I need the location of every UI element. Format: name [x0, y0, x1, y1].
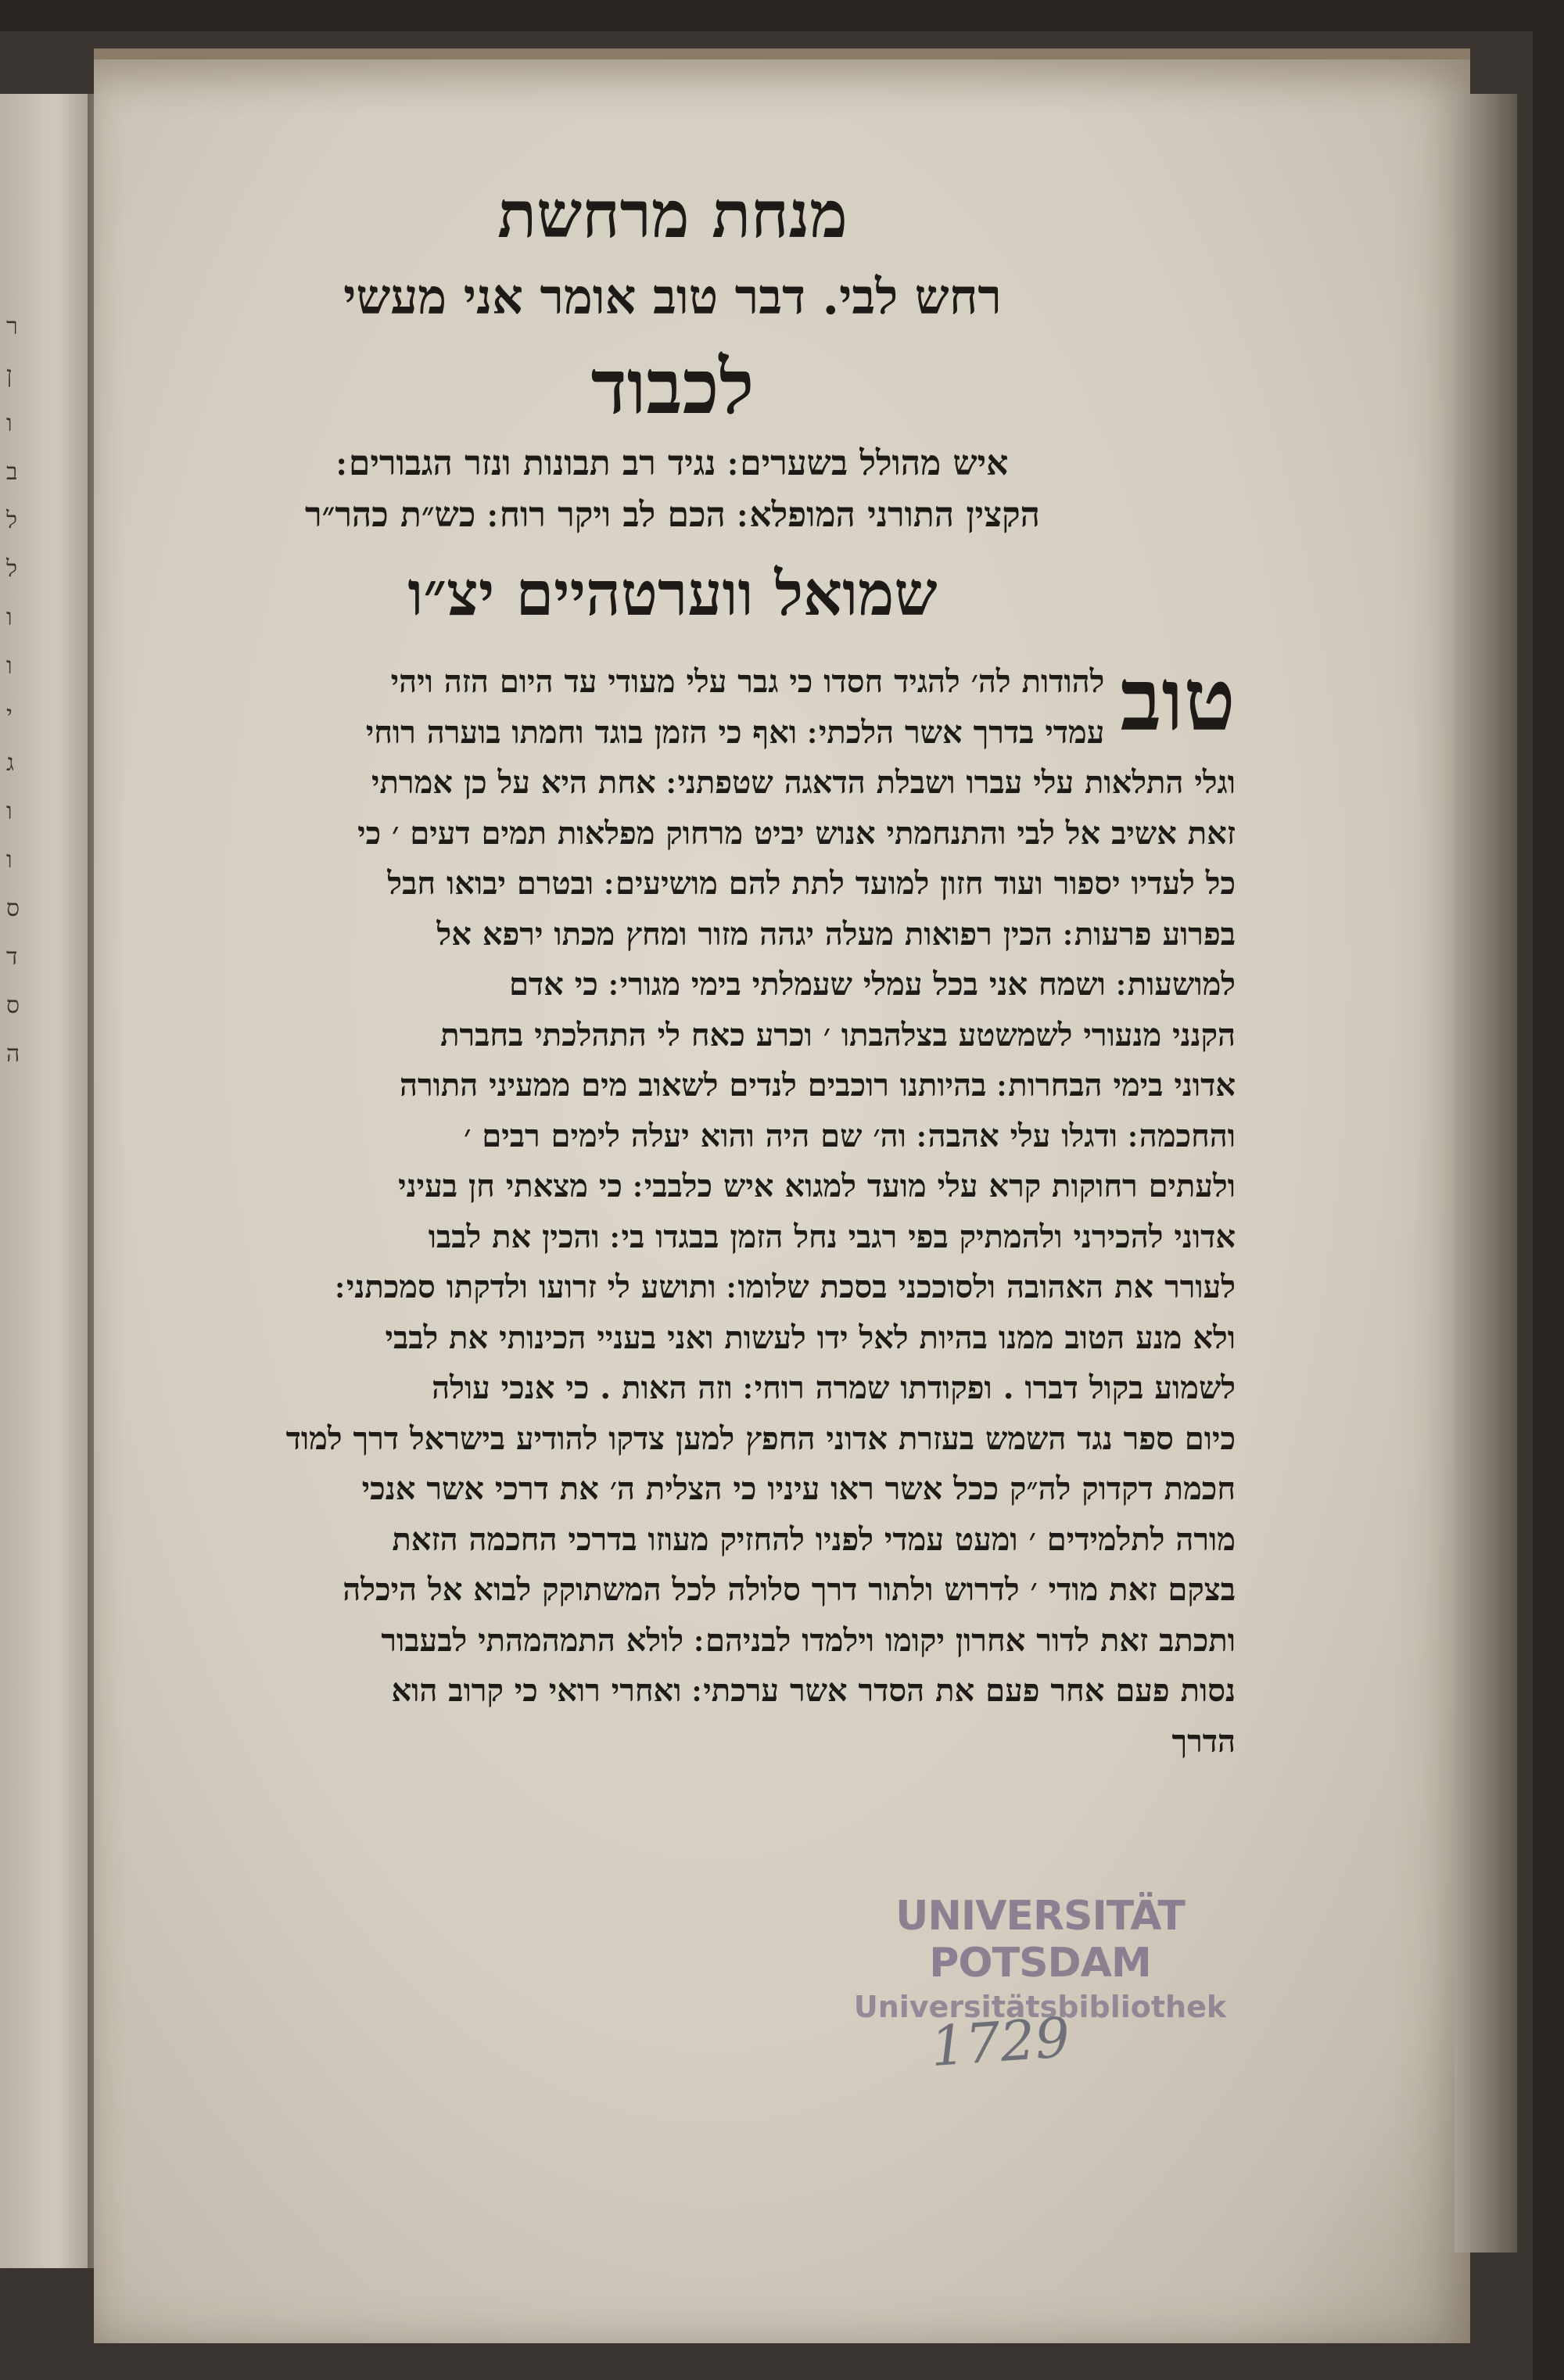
body-line: בפרוע פרעות ׃ הכין רפואות מעלה יגהה מזור ומחץ מכתו ירפא אל — [436, 915, 1236, 953]
left-page-glyph: ס — [6, 895, 20, 922]
body-line: עמדי בדרך אשר הלכתי ׃ ואף כי הזמן בוגד וחמתו בוערה רוחי — [365, 713, 1105, 751]
left-page-glyph: ן — [6, 361, 13, 389]
body-line: להודות לה׳ להגיד חסדו כי גבר עלי מעודי עד היום הזה ויהי — [390, 663, 1105, 700]
book-subtitle: רחש לבי. דבר טוב אומר אני מעשי — [343, 268, 1002, 325]
left-page-glyph: ו — [6, 846, 13, 874]
body-line: כל לעדיו יספור ועוד חזון למועד לתת להם מושיעים ׃ ובטרם יבואו חבל — [387, 865, 1236, 902]
body-line: לשמוע בקול דברו . ופקודתו שמרה רוחי ׃ וזה האות . כי אנכי עולה — [432, 1369, 1236, 1406]
left-page-glyph: ב — [6, 458, 18, 486]
drop-cap-word: טוב — [1120, 649, 1236, 750]
left-page-glyph: ל — [6, 555, 18, 583]
stamp-library: Universitätsbibliothek — [853, 1990, 1227, 2024]
book-title: מנחת מרחשת — [497, 178, 848, 253]
body-line: נסות פעם אחר פעם את הסדר אשר ערכתי ׃ ואחרי רואי כי קרוב הוא — [391, 1672, 1236, 1709]
left-page-glyph: ל — [6, 507, 18, 534]
left-page-glyph: ג — [6, 749, 14, 777]
body-line: ולעתים רחוקות קרא עלי מועד למגוא איש כלבבי ׃ כי מצאתי חן בעיני — [398, 1168, 1236, 1204]
left-page-glyph: ר — [6, 313, 18, 340]
body-line: בצקם זאת מודי ׳ לדרוש ולתור דרך סלולה לכל המשתוקק לבוא אל היכלה — [343, 1571, 1236, 1608]
body-line: כיום ספר נגד השמש בעזרת אדוני החפץ למען צדקו להודיע בישראל דרך למוד — [285, 1420, 1236, 1457]
library-stamp — [798, 1893, 1282, 2024]
left-page-glyph: ס — [6, 992, 20, 1019]
body-line: ותכתב זאת לדור אחרון יקומו וילמדו לבניהם ׃ לולא התמהמהתי לבעבור — [381, 1621, 1236, 1659]
body-line: והחכמה ׃ ודגלו עלי אהבה ׃ וה׳ שם היה והוא יעלה לימים רבים ׳ — [464, 1117, 1236, 1154]
stamp-university: UNIVERSITÄT POTSDAM — [895, 1893, 1185, 1987]
dedication-line-2: הקצין התורני המופלא ׃ הכם לב ויקר רוח ׃ כש״ת כהר״ר — [304, 495, 1040, 535]
handwritten-shelf-mark: 1729 — [928, 2005, 1072, 2080]
right-page-edge — [1455, 94, 1517, 2253]
honoree-name: שמואל ווערטהיים יצ״ו — [407, 558, 938, 630]
body-line: חכמת דקדוק לה״ק ככל אשר ראו עיניו כי הצלית ה׳ את דרכי אשר אנכי — [361, 1470, 1236, 1507]
left-page-glyph: ו — [6, 410, 13, 437]
body-line: הדרך — [1171, 1722, 1236, 1760]
body-line: למושעות ׃ ושמח אני בכל עמלי שעמלתי בימי מגורי ׃ כי אדם — [508, 966, 1236, 1003]
dedication-line-1: איש מהולל בשערים ׃ נגיד רב תבונות ונזר הגבורים ׃ — [336, 443, 1009, 483]
left-page-glyph: ה — [6, 1040, 20, 1068]
body-line: ולא מנע הטוב ממנו בהיות לאל ידו לעשות ואני בעניי הכינותי את לבבי — [385, 1319, 1236, 1356]
body-line: הקנני מנעורי לשמשטע בצלהבתו ׳ וכרע כאח לי התהלכתי בחברת — [440, 1016, 1236, 1054]
body-line: זאת אשיב אל לבי והתנחמתי אנוש יביט מרחוק מפלאות תמים דעים ׳ כי — [357, 814, 1236, 852]
body-line: מורה לתלמידים ׳ ומעט עמדי לפניו להחזיק מעוזו בדרכי החכמה הזאת — [392, 1520, 1236, 1558]
body-line: לעורר את האהובה ולסוככני בסכת שלומו ׃ ותושע לי זרועו ולדקתו סמכתני ׃ — [335, 1269, 1236, 1305]
left-page-edge — [0, 94, 96, 2268]
dedication-heading: לכבוד — [590, 343, 755, 431]
body-line: אדוני בימי הבחרות ׃ בהיותנו רוכבים לנדים לשאוב מים ממעיני התורה — [399, 1067, 1236, 1104]
left-page-glyph: ד — [6, 943, 18, 971]
left-page-glyph: ו — [6, 798, 13, 825]
body-line: וגלי התלאות עלי עברו ושבלת הדאגה שטפתני ׃ אחת היא על כן אמרתי — [371, 764, 1236, 801]
dedication-body — [109, 649, 1236, 1767]
left-page-glyph: ו — [6, 652, 13, 680]
page-text-block — [109, 125, 1236, 1767]
left-page-glyph: י — [6, 701, 13, 728]
body-line: אדוני להכירני ולהמתיק בפי רגבי נחל הזמן בבגדו בי ׃ והכין את לבבו — [428, 1218, 1236, 1255]
left-page-glyph: ו — [6, 604, 13, 631]
